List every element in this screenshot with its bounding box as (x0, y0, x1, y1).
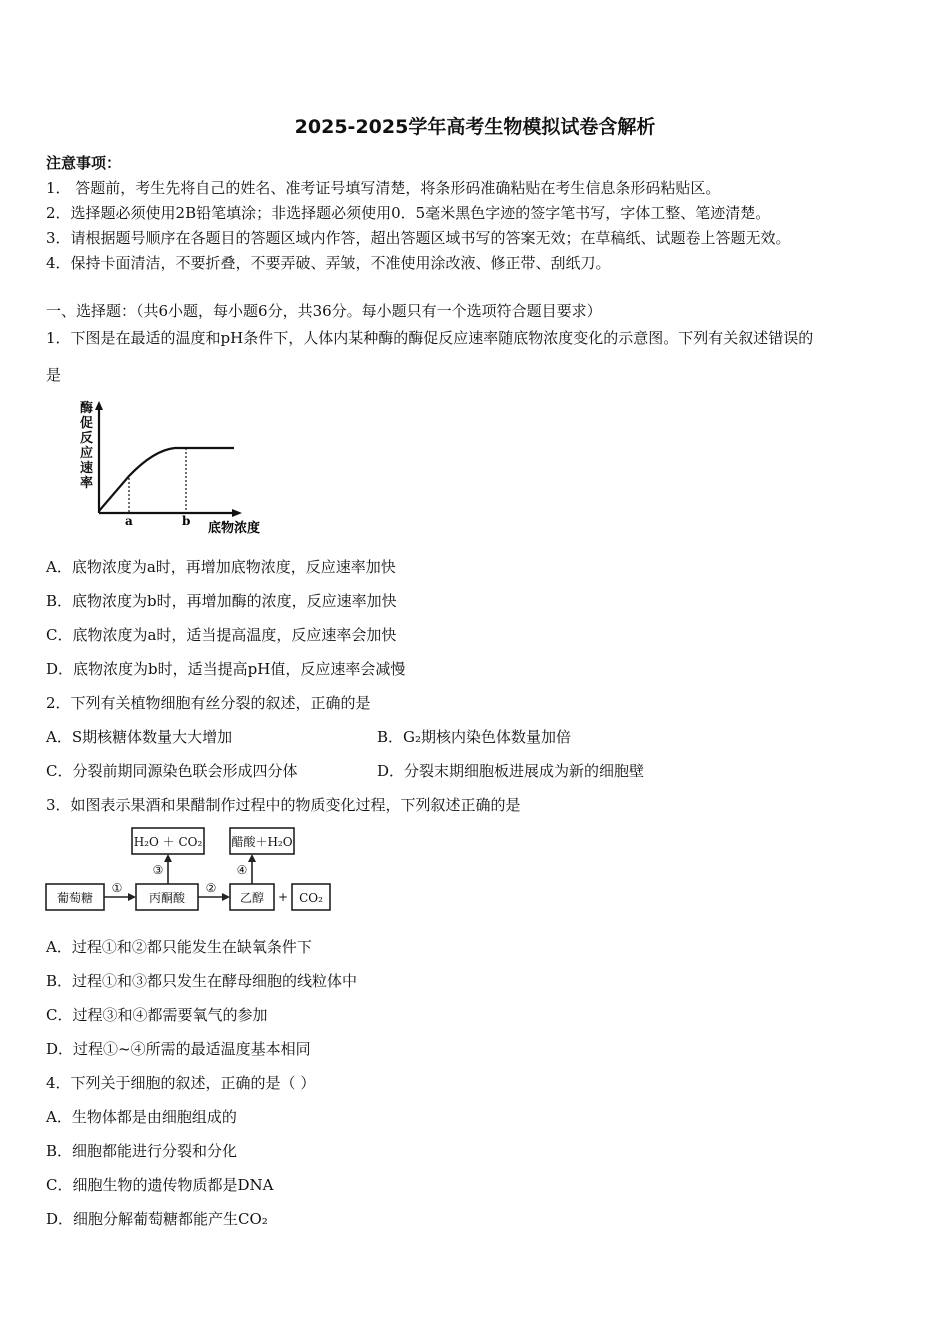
label-acetic-acid: 醋酸＋H₂O (231, 835, 293, 849)
tick-a: a (125, 514, 133, 528)
q3-stem: 3．如图表示果酒和果醋制作过程中的物质变化过程，下列叙述正确的是 (46, 796, 521, 814)
step-1-label: ① (111, 881, 123, 895)
y-label-char: 率 (80, 476, 94, 491)
notice-heading: 注意事项： (46, 154, 122, 172)
q3-option-a: A．过程①和②都只能发生在缺氧条件下 (46, 938, 312, 956)
y-label-char: 促 (80, 416, 94, 431)
notice-item-2: 2．选择题必须使用2B铅笔填涂；非选择题必须使用0．5毫米黑色字迹的签字笔书写，字体工整、笔迹清楚。 (46, 204, 771, 222)
y-label-char: 速 (80, 461, 94, 476)
y-label-char: 反 (80, 431, 94, 446)
step-3-label: ③ (152, 863, 164, 877)
q3-option-b: B．过程①和③都只发生在酵母细胞的线粒体中 (46, 972, 358, 990)
label-pyruvate: 丙酮酸 (148, 891, 186, 905)
q4-option-b: B．细胞都能进行分裂和分化 (46, 1142, 238, 1160)
q1-option-c: C．底物浓度为a时，适当提高温度，反应速率会加快 (46, 626, 397, 644)
q3-option-d: D．过程①~④所需的最适温度基本相同 (46, 1040, 311, 1058)
q2-option-a: A．S期核糖体数量大大增加 (46, 728, 233, 746)
q3-option-c: C．过程③和④都需要氧气的参加 (46, 1006, 268, 1024)
q2-option-c: C．分裂前期同源染色联会形成四分体 (46, 762, 298, 780)
notice-item-3: 3．请根据题号顺序在各题目的答题区域内作答，超出答题区域书写的答案无效；在草稿纸、试题卷上答题无效。 (46, 229, 791, 247)
q1-stem: 1．下图是在最适的温度和pH条件下，人体内某种酶的酶促反应速率随底物浓度变化的示意图。下列有关叙述错误的 (46, 329, 814, 347)
page-title: 2025-2025学年高考生物模拟试卷含解析 (294, 116, 656, 138)
q4-stem: 4．下列关于细胞的叙述，正确的是（ ） (46, 1074, 316, 1092)
rate-curve (99, 448, 234, 511)
q2-stem: 2．下列有关植物细胞有丝分裂的叙述，正确的是 (46, 694, 371, 712)
y-label-char: 应 (80, 446, 94, 461)
notice-item-1: 1． 答题前，考生先将自己的姓名、准考证号填写清楚，将条形码准确粘贴在考生信息条形码粘贴区。 (46, 179, 721, 197)
q2-option-b: B．G₂期核内染色体数量加倍 (377, 728, 572, 746)
label-co2: CO₂ (299, 891, 323, 905)
q4-option-c: C．细胞生物的遗传物质都是DNA (46, 1176, 274, 1194)
q2-option-d: D．分裂末期细胞板进展成为新的细胞壁 (377, 762, 645, 780)
tick-b: b (182, 514, 191, 528)
q4-option-d: D．细胞分解葡萄糖都能产生CO₂ (46, 1210, 268, 1228)
q1-option-d: D．底物浓度为b时，适当提高pH值，反应速率会减慢 (46, 660, 406, 678)
label-plus: + (277, 890, 289, 904)
q1-enzyme-graph (72, 398, 272, 540)
q4-option-a: A．生物体都是由细胞组成的 (46, 1108, 237, 1126)
step-4-label: ④ (236, 863, 248, 877)
y-axis-arrow (95, 401, 103, 410)
notice-item-4: 4．保持卡面清洁，不要折叠，不要弄破、弄皱，不准使用涂改液、修正带、刮纸刀。 (46, 254, 611, 272)
x-axis-arrow (232, 509, 242, 517)
y-label-char: 酶 (80, 401, 94, 416)
label-h2o-co2: H₂O ＋ CO₂ (133, 835, 203, 849)
section-heading: 一、选择题：（共6小题，每小题6分，共36分。每小题只有一个选项符合题目要求） (46, 302, 602, 320)
q1-option-a: A．底物浓度为a时，再增加底物浓度，反应速率加快 (46, 558, 396, 576)
label-glucose: 葡萄糖 (56, 891, 94, 905)
label-ethanol: 乙醇 (239, 891, 265, 905)
q1-option-b: B．底物浓度为b时，再增加酶的浓度，反应速率加快 (46, 592, 397, 610)
q3-fermentation-diagram (44, 824, 344, 916)
step-2-label: ② (205, 881, 217, 895)
q1-stem-end: 是 (46, 366, 62, 384)
x-label: 底物浓度 (208, 521, 261, 536)
